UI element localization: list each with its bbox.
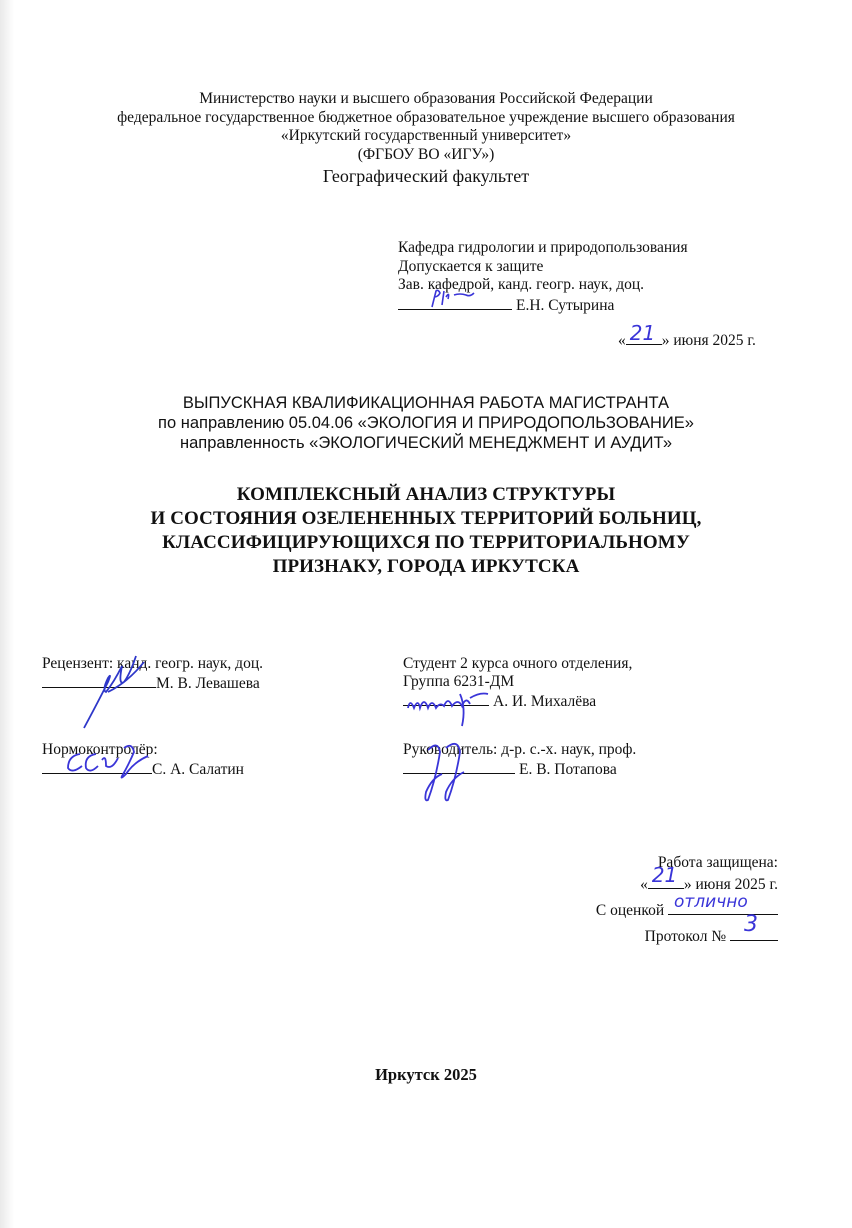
institution-type-line: федеральное государственное бюджетное образовательное учреждение высшего образования [117, 108, 735, 126]
work-direction: по направлению 05.04.06 «ЭКОЛОГИЯ И ПРИРОДОПОЛЬЗОВАНИЕ» [158, 414, 694, 432]
reviewer-name: М. В. Левашева [156, 675, 260, 692]
student-group: Группа 6231-ДМ [403, 673, 515, 690]
thesis-title [0, 483, 852, 579]
normcontrol-name: С. А. Салатин [152, 761, 244, 778]
institution-header [0, 90, 852, 187]
abbreviation-line: (ФГБОУ ВО «ИГУ») [357, 145, 495, 163]
normcontrol-label: Нормоконтролёр: [42, 741, 158, 758]
protocol-number-handwritten: 3 [744, 912, 758, 937]
ministry-line: Министерство науки и высшего образования Российской Федерации [199, 90, 653, 107]
student-label: Студент 2 курса очного отделения, [403, 655, 633, 672]
supervisor-label: Руководитель: д-р. с.-х. наук, проф. [403, 741, 637, 758]
admitted-line: Допускается к защите [398, 257, 544, 275]
title-line-3: КЛАССИФИЦИРУЮЩИХСЯ ПО ТЕРРИТОРИАЛЬНОМУ [162, 532, 690, 553]
department-line: Кафедра гидрологии и природопользования [398, 239, 688, 256]
university-line: «Иркутский государственный университет» [280, 127, 572, 144]
head-name: Е.Н. Сутырина [516, 296, 615, 314]
work-description [0, 393, 852, 453]
head-signature-icon [426, 287, 476, 309]
normcontrol-signature-icon [62, 740, 158, 782]
protocol-row [596, 912, 778, 947]
reviewer-label: Рецензент: канд. геогр. наук, доц. [42, 655, 263, 672]
title-line-1: КОМПЛЕКСНЫЙ АНАЛИЗ СТРУКТУРЫ [236, 484, 616, 505]
defense-date-open-quote: « [640, 876, 648, 893]
reviewer-signature-icon [78, 652, 148, 732]
approval-day-handwritten: 21 [629, 321, 656, 345]
student-signature-icon [404, 688, 494, 728]
city-year: Иркутск 2025 [375, 1065, 477, 1084]
reviewer-block [42, 655, 263, 693]
supervisor-name: Е. В. Потапова [519, 761, 617, 778]
grade-blank [668, 892, 778, 915]
work-focus: направленность «ЭКОЛОГИЧЕСКИЙ МЕНЕДЖМЕНТ И АУДИТ» [180, 434, 672, 452]
defense-day-handwritten: 21 [651, 863, 678, 887]
approval-date [618, 321, 756, 350]
approval-date-open-quote: « [618, 332, 626, 349]
head-signature-blank [398, 295, 512, 310]
approval-date-rest: » июня 2025 г. [661, 332, 756, 349]
grade-handwritten: отлично [674, 892, 748, 912]
title-line-2: И СОСТОЯНИЯ ОЗЕЛЕНЕННЫХ ТЕРРИТОРИЙ БОЛЬНИЦ, [150, 508, 702, 529]
protocol-label: Протокол № [644, 928, 727, 945]
approval-block [398, 239, 688, 315]
defense-day-blank [648, 863, 684, 889]
supervisor-signature-icon [418, 738, 474, 804]
faculty-line: Географический факультет [322, 166, 530, 186]
defense-status: Работа защищена: [657, 854, 778, 871]
work-type: ВЫПУСКНАЯ КВАЛИФИКАЦИОННАЯ РАБОТА МАГИСТРАНТА [182, 394, 670, 412]
title-line-4: ПРИЗНАКУ, ГОРОДА ИРКУТСКА [272, 556, 580, 577]
head-title-line: Зав. кафедрой, канд. геогр. наук, доц. [398, 276, 645, 293]
head-signature-row [398, 295, 688, 316]
protocol-blank [730, 912, 778, 941]
grade-label: С оценкой [595, 902, 665, 919]
defense-block [596, 853, 778, 947]
approval-day-blank [626, 321, 662, 345]
student-name: А. И. Михалёва [493, 693, 597, 710]
defense-date-rest: » июня 2025 г. [683, 876, 778, 893]
